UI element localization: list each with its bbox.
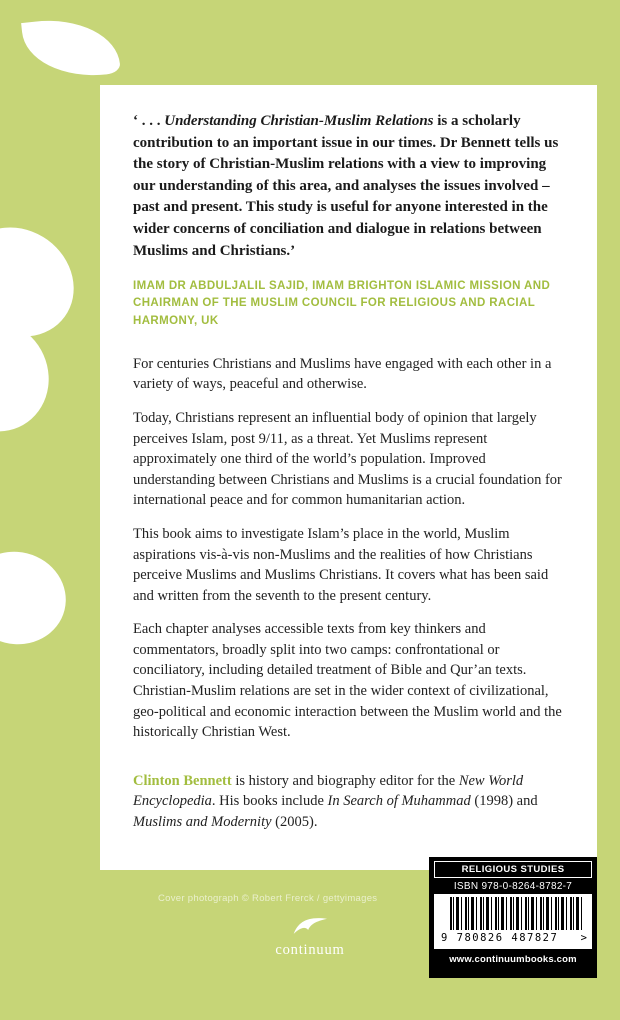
isbn-number-label: ISBN 978-0-8264-8782-7 [453,881,573,892]
isbn-box [429,857,597,978]
bio-text-2: . His books include [211,793,328,810]
bio-work-1: New World Encyclopedia [133,772,524,810]
author-name: Clinton Bennett [133,772,232,789]
barcode-digits: 9 780826 487827 [441,932,559,944]
bio-work-3: Muslims and Modernity [133,813,272,830]
review-quote [133,111,571,262]
barcode-icon [450,897,582,930]
content-panel [100,85,597,870]
continuum-bird-icon [292,915,328,935]
description-paragraph-1: For centuries Christians and Muslims have engaged with each other in a variety of ways, peaceful and otherwise. [133,355,552,393]
barcode-digits-row [434,930,592,944]
category-label: RELIGIOUS STUDIES [434,861,592,878]
quote-open: ‘ . . . [133,113,165,129]
description-paragraph-2: Today, Christians represent an influential body of opinion that largely perceives Islam, post 9/11, as a threat. Yet Muslims represent approximately one third of the world’s population. Improved understanding between Christians and Muslims is a crucial foundation for international peace and for common humanitarian action. [133,410,562,509]
decorative-letterform-3 [0,541,76,654]
description-paragraph-3: This book aims to investigate Islam’s place in the world, Muslim aspirations vis-à-vis non-Muslims and the realities of how Christians perceive Muslims and Muslims Christians. It covers what has been said and written from the seventh to the present century. [133,525,549,604]
quote-attribution: IMAM DR ABDULJALIL SAJID, IMAM BRIGHTON ISLAMIC MISSION AND CHAIRMAN OF THE MUSLIM COUNCIL FOR RELIGIOUS AND RACIAL HARMONY, UK [133,280,551,327]
photo-credit: Cover photograph © Robert Frerck / gettyimages [158,893,378,904]
bio-text-4: (2005). [271,813,318,830]
barcode-panel [434,894,592,949]
bio-text-3: (1998) and [470,793,538,810]
bio-work-2: In Search of Muhammad [327,793,471,810]
author-bio [133,771,571,833]
decorative-letterform-leaf [21,13,121,82]
publisher-wordmark: continuum [275,942,345,958]
description-paragraph-4: Each chapter analyses accessible texts from key thinkers and commentators, broadly split into two camps: confrontational or conciliatory, including detailed treatment of Bible and Qur’an texts. Christian-Muslim relations are set in the wider context of civilizational, geo-political and economic interaction between the Muslim world and the historically Christian West. [133,621,562,741]
quote-text: is a scholarly contribution to an important issue in our times. Dr Bennett tells us the story of Christian-Muslim relations with a view to improving our understanding of this area, and analyses the issues involved – past and present. This study is useful for anyone interested in the wider concerns of conciliation and dialogue in relations between Muslims and Christians.’ [133,113,559,259]
publisher-website: www.continuumbooks.com [449,954,577,965]
barcode-arrow: > [580,932,587,944]
publisher-logo [275,915,344,959]
quote-book-title: Understanding Christian-Muslim Relations [164,113,434,129]
bio-text-1: is history and biography editor for the [231,772,459,789]
